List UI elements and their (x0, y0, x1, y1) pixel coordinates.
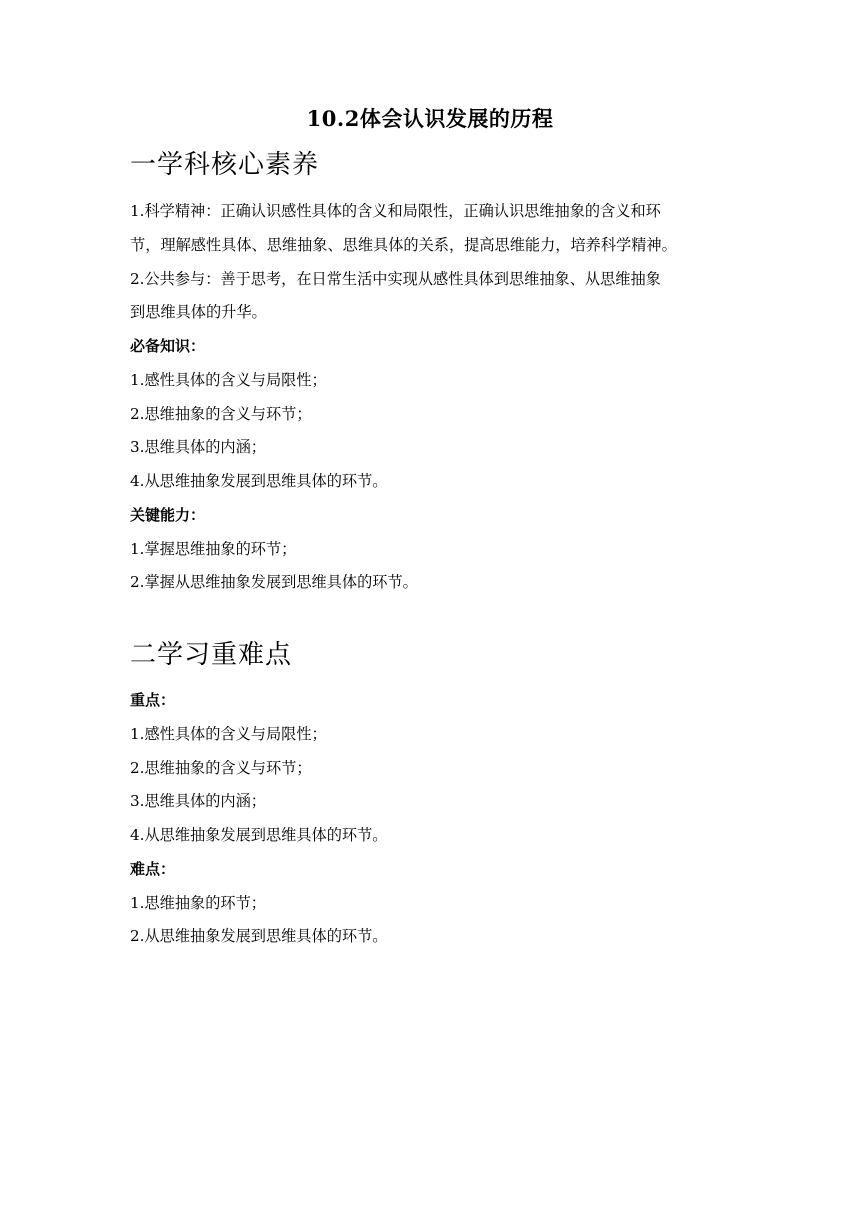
section-heading-key-difficult-points: 二学习重难点 (130, 640, 293, 670)
key-points-label: 重点： (130, 691, 176, 709)
knowledge-label: 必备知识： (130, 337, 206, 355)
document-title: 10.2体会认识发展的历程 (306, 106, 554, 131)
section-heading-core-literacy: 一学科核心素养 (130, 150, 320, 180)
ability-label: 关键能力： (130, 506, 206, 524)
difficult-points-label: 难点： (130, 860, 176, 878)
list-item: 4.从思维抽象发展到思维具体的环节。 (130, 472, 388, 490)
list-item: 1.思维抽象的环节； (130, 894, 266, 912)
list-item: 3.思维具体的内涵； (130, 792, 266, 810)
paragraph-public-participation-line1: 2.公共参与：善于思考，在日常生活中实现从感性具体到思维抽象、从思维抽象 (130, 270, 661, 288)
paragraph-public-participation-line2: 到思维具体的升华。 (130, 303, 267, 321)
list-item: 2.思维抽象的含义与环节； (130, 759, 312, 777)
paragraph-science-spirit-line1: 1.科学精神：正确认识感性具体的含义和局限性，正确认识思维抽象的含义和环 (130, 202, 661, 220)
list-item: 2.掌握从思维抽象发展到思维具体的环节。 (130, 573, 418, 591)
list-item: 1.感性具体的含义与局限性； (130, 725, 327, 743)
list-item: 2.思维抽象的含义与环节； (130, 405, 312, 423)
list-item: 2.从思维抽象发展到思维具体的环节。 (130, 927, 388, 945)
list-item: 3.思维具体的内涵； (130, 438, 266, 456)
list-item: 4.从思维抽象发展到思维具体的环节。 (130, 826, 388, 844)
list-item: 1.掌握思维抽象的环节； (130, 540, 297, 558)
list-item: 1.感性具体的含义与局限性； (130, 371, 327, 389)
paragraph-science-spirit-line2: 节，理解感性具体、思维抽象、思维具体的关系，提高思维能力，培养科学精神。 (130, 236, 677, 254)
